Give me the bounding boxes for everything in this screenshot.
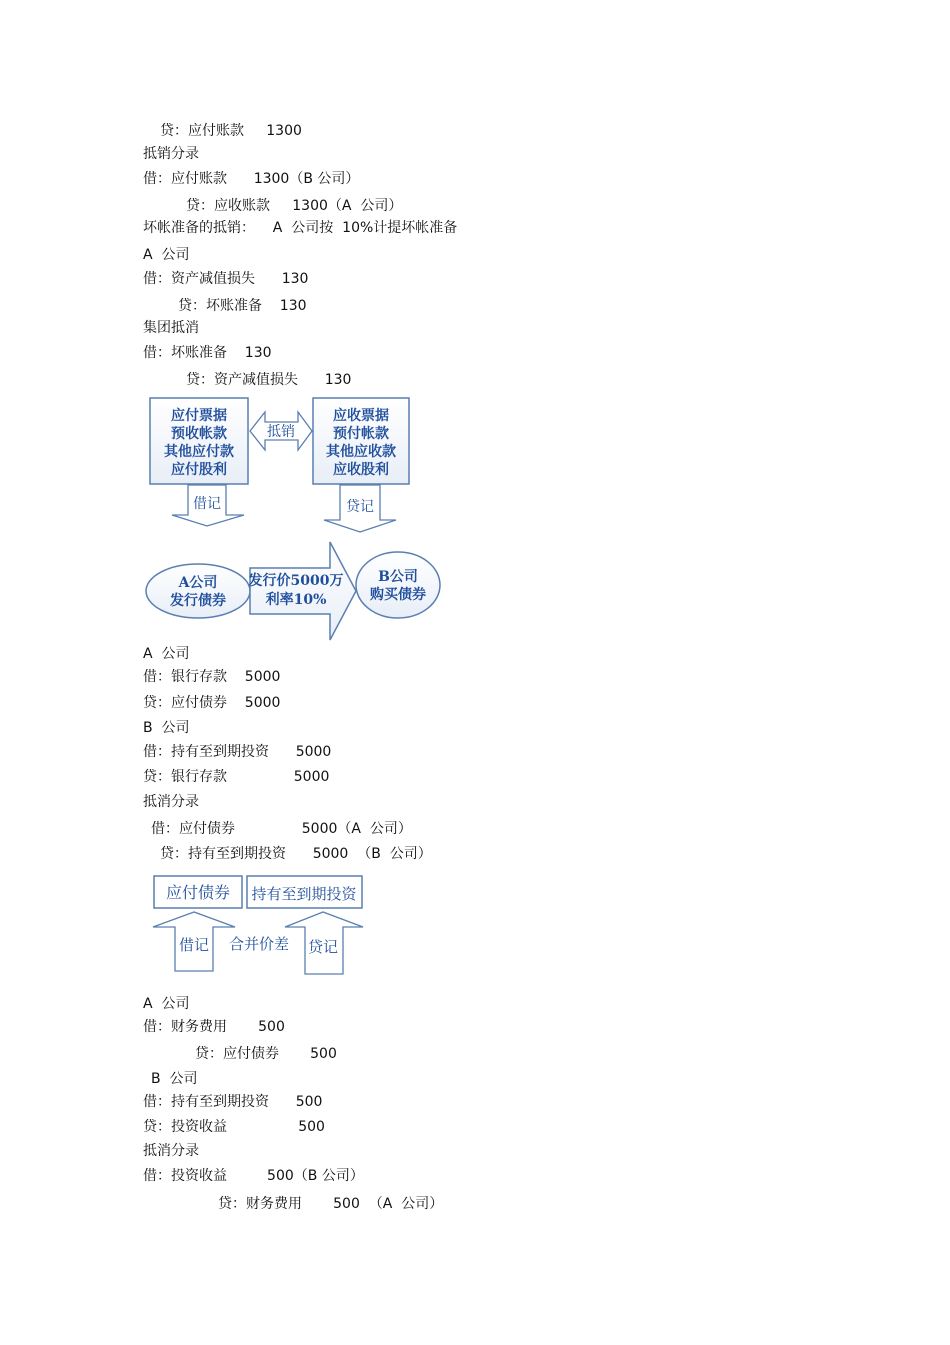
credit-label: 贷记 bbox=[307, 938, 339, 956]
ellipse-b-line: B公司 bbox=[378, 569, 418, 585]
company-label: B 公司 bbox=[143, 720, 190, 736]
section-heading: 抵消分录 bbox=[143, 1143, 199, 1159]
entry-line: 贷：应付债券 500 bbox=[195, 1046, 337, 1062]
issue-price-label: 发行价5000万 bbox=[248, 573, 344, 589]
credit-label: 贷记 bbox=[346, 499, 374, 515]
entry-line: 贷：应收账款 1300（A 公司） bbox=[186, 198, 403, 214]
company-label: A 公司 bbox=[143, 247, 190, 263]
right-arrow-icon bbox=[250, 542, 356, 640]
entry-line: 贷：银行存款 5000 bbox=[143, 769, 330, 785]
receivable-item: 其他应收款 bbox=[326, 444, 396, 460]
company-b-ellipse bbox=[356, 552, 440, 618]
section-heading: 坏帐准备的抵销： A 公司按 10%计提坏帐准备 bbox=[143, 220, 458, 236]
payable-item: 其他应付款 bbox=[164, 444, 234, 460]
section-heading: 集团抵消 bbox=[143, 320, 199, 336]
entry-line: 贷：投资收益 500 bbox=[143, 1119, 325, 1135]
entry-line: 借：应付账款 1300（B 公司） bbox=[143, 171, 360, 187]
receivable-item: 预付帐款 bbox=[333, 426, 389, 442]
receivable-item: 应收票据 bbox=[333, 408, 389, 424]
section-heading: 抵销分录 bbox=[143, 146, 199, 162]
entry-line: 借：持有至到期投资 500 bbox=[143, 1094, 323, 1110]
entry-line: 贷：财务费用 500 （A 公司） bbox=[218, 1196, 444, 1212]
debit-label: 借记 bbox=[178, 936, 210, 954]
debit-label: 借记 bbox=[193, 496, 221, 512]
entry-line: 贷：应付债券 5000 bbox=[143, 695, 281, 711]
interest-rate-label: 利率10% bbox=[265, 592, 327, 608]
ellipse-b-line: 购买债券 bbox=[370, 587, 426, 603]
section-heading: 抵消分录 bbox=[143, 794, 199, 810]
consolidation-diagram bbox=[145, 870, 375, 980]
entry-line: 借：持有至到期投资 5000 bbox=[143, 744, 332, 760]
entry-line: 贷：坏账准备 130 bbox=[178, 298, 307, 314]
entry-line: 贷：应付账款 1300 bbox=[160, 123, 302, 139]
company-a-ellipse bbox=[146, 564, 250, 618]
entry-line: 借：银行存款 5000 bbox=[143, 669, 281, 685]
company-label: B 公司 bbox=[151, 1071, 198, 1087]
payable-item: 应付股利 bbox=[171, 462, 227, 478]
merge-difference-label: 合并价差 bbox=[228, 935, 290, 953]
entry-line: 借：应付债券 5000（A 公司） bbox=[151, 821, 412, 837]
bonds-payable-label: 应付债券 bbox=[165, 883, 231, 902]
entry-line: 借：投资收益 500（B 公司） bbox=[143, 1168, 364, 1184]
ellipse-a-line: A公司 bbox=[178, 575, 218, 591]
entry-line: 借：财务费用 500 bbox=[143, 1019, 285, 1035]
entry-line: 贷：持有至到期投资 5000 （B 公司） bbox=[160, 846, 432, 862]
company-label: A 公司 bbox=[143, 996, 190, 1012]
entry-line: 贷：资产减值损失 130 bbox=[186, 372, 352, 388]
payable-item: 预收帐款 bbox=[171, 426, 227, 442]
entry-line: 借：坏账准备 130 bbox=[143, 345, 272, 361]
offset-diagram bbox=[140, 392, 450, 642]
payable-item: 应付票据 bbox=[171, 408, 227, 424]
company-label: A 公司 bbox=[143, 646, 190, 662]
entry-line: 借：资产减值损失 130 bbox=[143, 271, 309, 287]
receivable-item: 应收股利 bbox=[333, 462, 389, 478]
ellipse-a-line: 发行债券 bbox=[170, 593, 226, 609]
offset-label: 抵销 bbox=[267, 424, 295, 440]
htm-investment-label: 持有至到期投资 bbox=[251, 885, 357, 903]
